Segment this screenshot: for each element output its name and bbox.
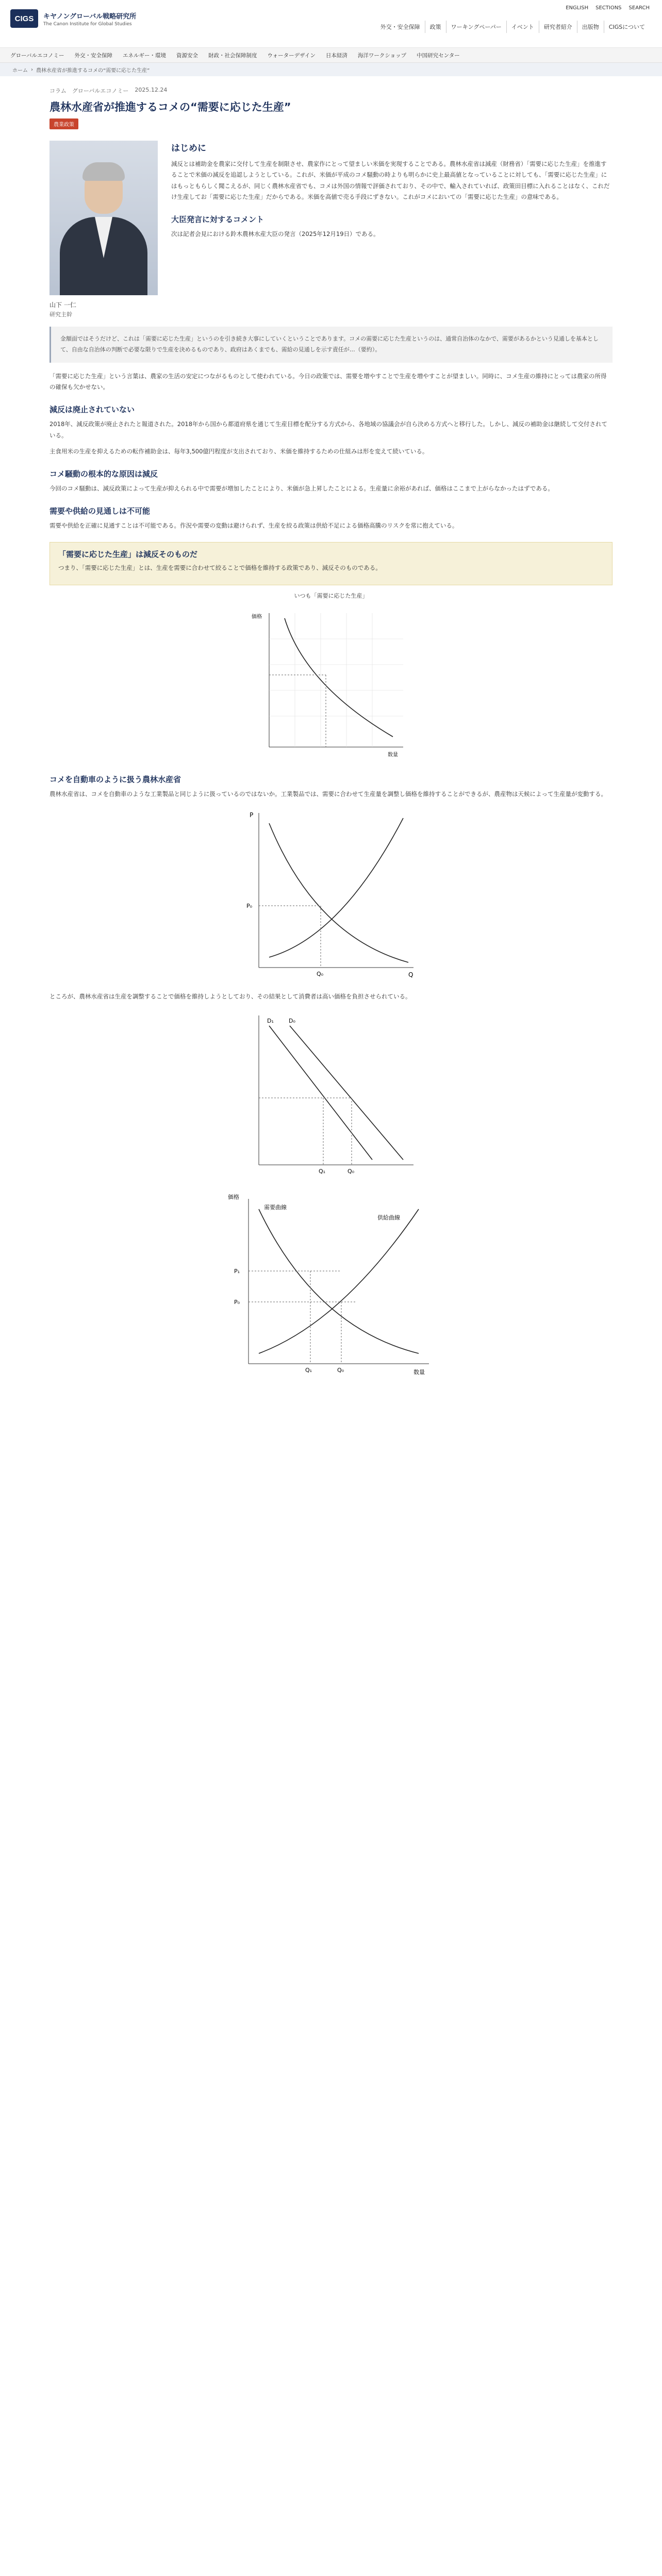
- quantity-label: Q₀: [347, 1168, 355, 1175]
- section-heading: はじめに: [171, 143, 206, 154]
- sub-nav: [0, 48, 662, 63]
- subnav-item[interactable]: グローバルエコノミー: [10, 52, 64, 59]
- top-utilities: [566, 5, 650, 11]
- curve-label: D₁: [267, 1018, 274, 1025]
- paragraph: 次は記者会見における鈴木農林水産大臣の発言（2025年12月19日）である。: [171, 230, 379, 238]
- figure-demand-curve: [49, 608, 613, 762]
- intro-section: [0, 129, 662, 318]
- author-card: [49, 141, 158, 318]
- paragraph: 減反とは補助金を農家に交付して生産を制限させ、農家作にとって望ましい米価を実現することである。農林水産省は減産（財務省）「需要に応じた生産」を推進することで米価の減反を追認しようとしている。これが、米価が平成のコメ騒動の時よりも明らかに史上最高値となっていることに対しても、「需要に応じた生産」にはもっともらしく聞こえるが、同じく農林水産省でも、コメは外国の情報で評価されており、その中で、輸入されていれば、政策田目標に入れることはなく、これだけ生産してお「需要に応じた生産」だからである。米価を高値で売る手段にずきない。これがコメにおいての「需要に応じた生産」の意味である。: [171, 160, 610, 200]
- section-heading: コメを自動車のように扱う農林水産省: [49, 774, 181, 784]
- site-header: [0, 0, 662, 48]
- gnav-item[interactable]: イベント: [506, 21, 539, 33]
- figure-demand-shift: [49, 1010, 613, 1180]
- price-label: P₀: [234, 1299, 240, 1306]
- subsection-heading: 大臣発言に対するコメント: [171, 215, 264, 225]
- paragraph: 主食用米の生産を抑えるための転作補助金は、毎年3,500億円程度が支出されており、米価を維持するための仕組みは形を変えて続いている。: [49, 447, 428, 455]
- price-label: P₀: [246, 903, 253, 910]
- paragraph: 需要や供給を正確に見通すことは不可能である。作況や需要の変動は避けられず、生産を絞る政策は供給不足による価格高騰のリスクを常に抱えている。: [49, 522, 458, 530]
- curve-label: D₀: [289, 1018, 295, 1025]
- quote-block: 金額面ではそうだけど、これは「需要に応じた生産」というのを引き続き大事にしていくということであります。コメの需要に応じた生産というのは、通常自治体のなかで、需要があるかという見通しを基本として、自由な自治体の判断で必要な限りで生産を決めるものであり、政府はあくまでも、需給の見通しを示す責任が…（要約）。: [49, 327, 613, 363]
- article-body: [0, 318, 662, 1384]
- quantity-label: Q₀: [317, 971, 324, 978]
- breadcrumb-home[interactable]: ホーム: [12, 67, 28, 74]
- x-axis-label: Q: [408, 971, 413, 979]
- global-nav: [376, 21, 650, 33]
- subnav-item[interactable]: 海洋ワークショップ: [357, 52, 407, 59]
- breadcrumb: [0, 63, 662, 76]
- subnav-item[interactable]: 財政・社会保障制度: [208, 52, 257, 59]
- topic-tag[interactable]: 農業政策: [49, 118, 78, 129]
- breadcrumb-separator: ›: [31, 66, 33, 73]
- figure-supply-demand: [49, 808, 613, 983]
- paragraph: 農林水産省は、コメを自動車のような工業製品と同じように扱っているのではないか。工業製品では、需要に合わせて生産量を調整し価格を維持することができるが、農産物は天候によって生産量が変動する。: [49, 790, 607, 798]
- highlight-title: 「需要に応じた生産」は減反そのものだ: [58, 549, 198, 559]
- x-axis-label: 数量: [388, 752, 398, 758]
- subnav-item[interactable]: ウォーターデザイン: [267, 52, 316, 59]
- author-name[interactable]: 山下 一仁: [49, 301, 76, 309]
- paragraph: 今回のコメ騒動は、減反政策によって生産が抑えられる中で需要が増加したことにより、米価が急上昇したことによる。生産量に余裕があれば、価格はここまで上がらなかったはずである。: [49, 485, 554, 493]
- gnav-item[interactable]: CIGSについて: [604, 21, 650, 33]
- demand-curve-label: 需要曲線: [264, 1204, 287, 1211]
- quantity-label: Q₁: [305, 1367, 312, 1374]
- gnav-item[interactable]: 政策: [425, 21, 446, 33]
- paragraph: つまり、「需要に応じた生産」とは、生産を需要に合わせて絞ることで価格を維持する政策であり、減反そのものである。: [58, 564, 382, 571]
- gnav-item[interactable]: 外交・安全保障: [380, 24, 420, 30]
- article-header: [0, 76, 662, 129]
- paragraph: 2018年、減反政策が廃止されたと報道された。2018年から国から都道府県を通じて生産目標を配分する方式から、各地域の協議会が自ら決める方式へと移行した。しかし、減反の補助金は継続して交付されている。: [49, 420, 608, 439]
- price-label: P₁: [234, 1268, 240, 1275]
- section-heading: 減反は廃止されていない: [49, 405, 135, 415]
- subnav-item[interactable]: 中国研究センター: [417, 52, 460, 59]
- gnav-item[interactable]: ワーキングペーパー: [446, 21, 506, 33]
- supply-curve-label: 供給曲線: [377, 1214, 400, 1222]
- english-link[interactable]: ENGLISH: [566, 5, 589, 11]
- breadcrumb-current: 農林水産省が推進するコメの“需要に応じた生産”: [36, 67, 150, 74]
- figure-title: いつも「需要に応じた生産」: [294, 592, 368, 599]
- paragraph: 「需要に応じた生産」という言葉は、農家の生活の安定につながるものとして使われている。今日の政策では、需要を増やすことで生産を増やすことが望ましい。同時に、コメ生産の維持にとっては農家の所得の確保も欠かせない。: [49, 372, 607, 391]
- search-link[interactable]: SEARCH: [628, 5, 650, 11]
- logo-text-en: The Canon Institute for Global Studies: [43, 21, 132, 27]
- y-axis-label: 価格: [228, 1194, 239, 1201]
- section-heading: 需要や供給の見通しは不可能: [49, 506, 151, 516]
- figure-market-equilibrium: [49, 1189, 613, 1384]
- y-axis-label: P: [250, 811, 254, 819]
- subnav-item[interactable]: 日本経済: [325, 52, 347, 59]
- author-role: 研究主幹: [49, 311, 72, 318]
- sections-link[interactable]: SECTIONS: [595, 5, 622, 11]
- subnav-item[interactable]: エネルギー・環境: [122, 52, 166, 59]
- x-axis-label: 数量: [413, 1369, 425, 1376]
- logo[interactable]: [10, 9, 136, 28]
- quantity-label: Q₁: [319, 1168, 326, 1175]
- author-photo: [49, 141, 158, 295]
- quantity-label: Q₀: [337, 1367, 344, 1374]
- article-category: コラム グローバルエコノミー: [49, 88, 129, 94]
- logo-mark: CIGS: [10, 9, 38, 28]
- subnav-item[interactable]: 資源安全: [176, 52, 198, 59]
- paragraph: ところが、農林水産省は生産を調整することで価格を維持しようとしており、その結果として消費者は高い価格を負担させられている。: [49, 993, 411, 1001]
- highlight-box: [49, 542, 613, 585]
- logo-text-jp: キヤノングローバル戦略研究所: [43, 12, 137, 21]
- gnav-item[interactable]: 出版物: [577, 21, 604, 33]
- article-title: 農林水産省が推進するコメの“需要に応じた生産”: [49, 101, 291, 113]
- y-axis-label: 価格: [252, 614, 262, 620]
- gnav-item[interactable]: 研究者紹介: [539, 21, 577, 33]
- subnav-item[interactable]: 外交・安全保障: [74, 52, 112, 59]
- section-heading: コメ騒動の根本的な原因は減反: [49, 469, 158, 479]
- article-date: 2025.12.24: [135, 87, 168, 93]
